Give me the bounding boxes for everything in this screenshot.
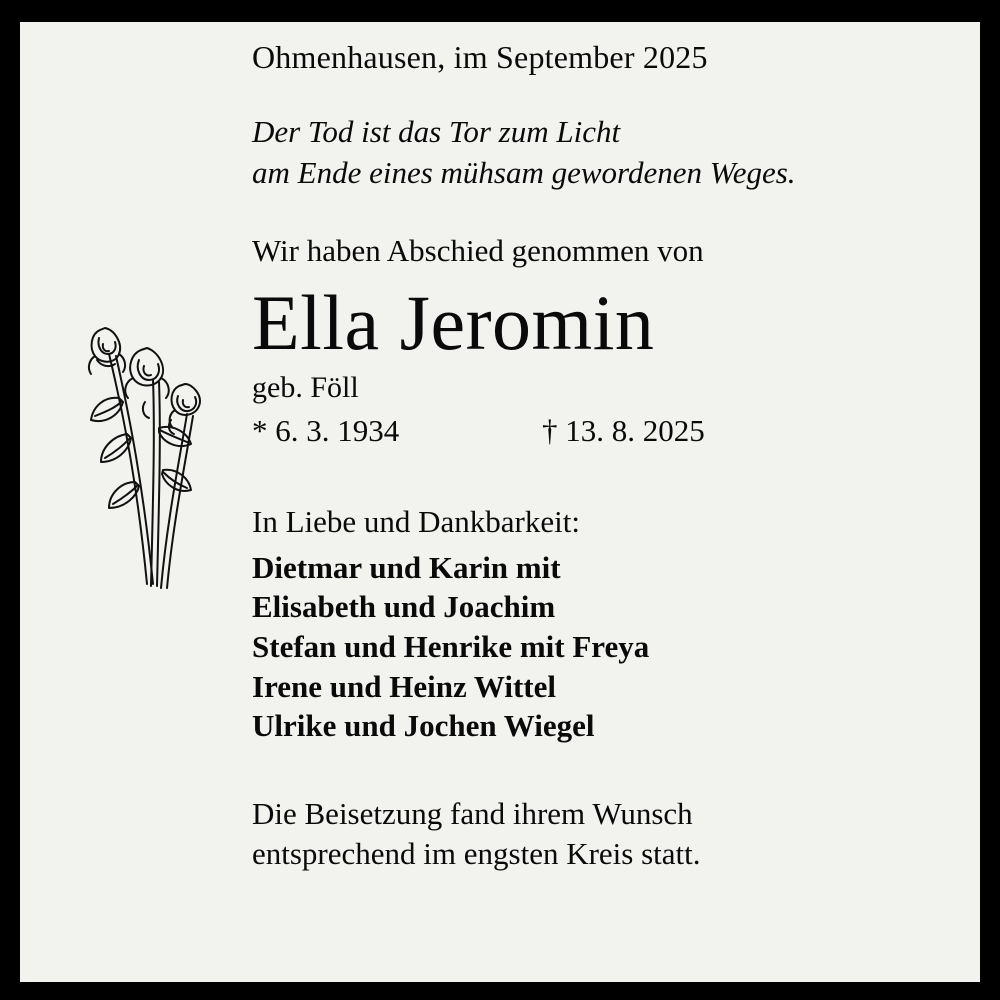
notice-text bbox=[252, 38, 962, 875]
survivor-line: Ulrike und Jochen Wiegel bbox=[252, 708, 595, 744]
survivor-line: Elisabeth und Joachim bbox=[252, 589, 556, 625]
roses-illustration bbox=[75, 302, 235, 602]
maiden-name: geb. Föll bbox=[252, 370, 359, 404]
notice-paper bbox=[20, 22, 980, 982]
place-and-date: Ohmenhausen, im September 2025 bbox=[252, 39, 708, 75]
survivor-line: Dietmar und Karin mit bbox=[252, 549, 561, 585]
closing-note bbox=[252, 794, 962, 875]
birth-date: * 6. 3. 1934 bbox=[252, 412, 400, 448]
gratitude-line: In Liebe und Dankbarkeit: bbox=[252, 503, 580, 539]
farewell-text: Wir haben Abschied genommen von bbox=[252, 233, 704, 269]
closing-line-2: entsprechend im engsten Kreis statt. bbox=[252, 836, 701, 872]
survivor-line: Stefan und Henrike mit Freya bbox=[252, 629, 650, 665]
survivor-line: Irene und Heinz Wittel bbox=[252, 668, 556, 704]
survivors-list bbox=[252, 548, 962, 746]
deceased-name: Ella Jeromin bbox=[252, 279, 655, 367]
verse-line-2: am Ende eines mühsam gewordenen Weges. bbox=[252, 155, 796, 191]
verse bbox=[252, 112, 962, 194]
death-date: † 13. 8. 2025 bbox=[542, 412, 705, 448]
closing-line-1: Die Beisetzung fand ihrem Wunsch bbox=[252, 796, 693, 832]
verse-line-1: Der Tod ist das Tor zum Licht bbox=[252, 114, 621, 150]
life-dates bbox=[252, 411, 962, 451]
